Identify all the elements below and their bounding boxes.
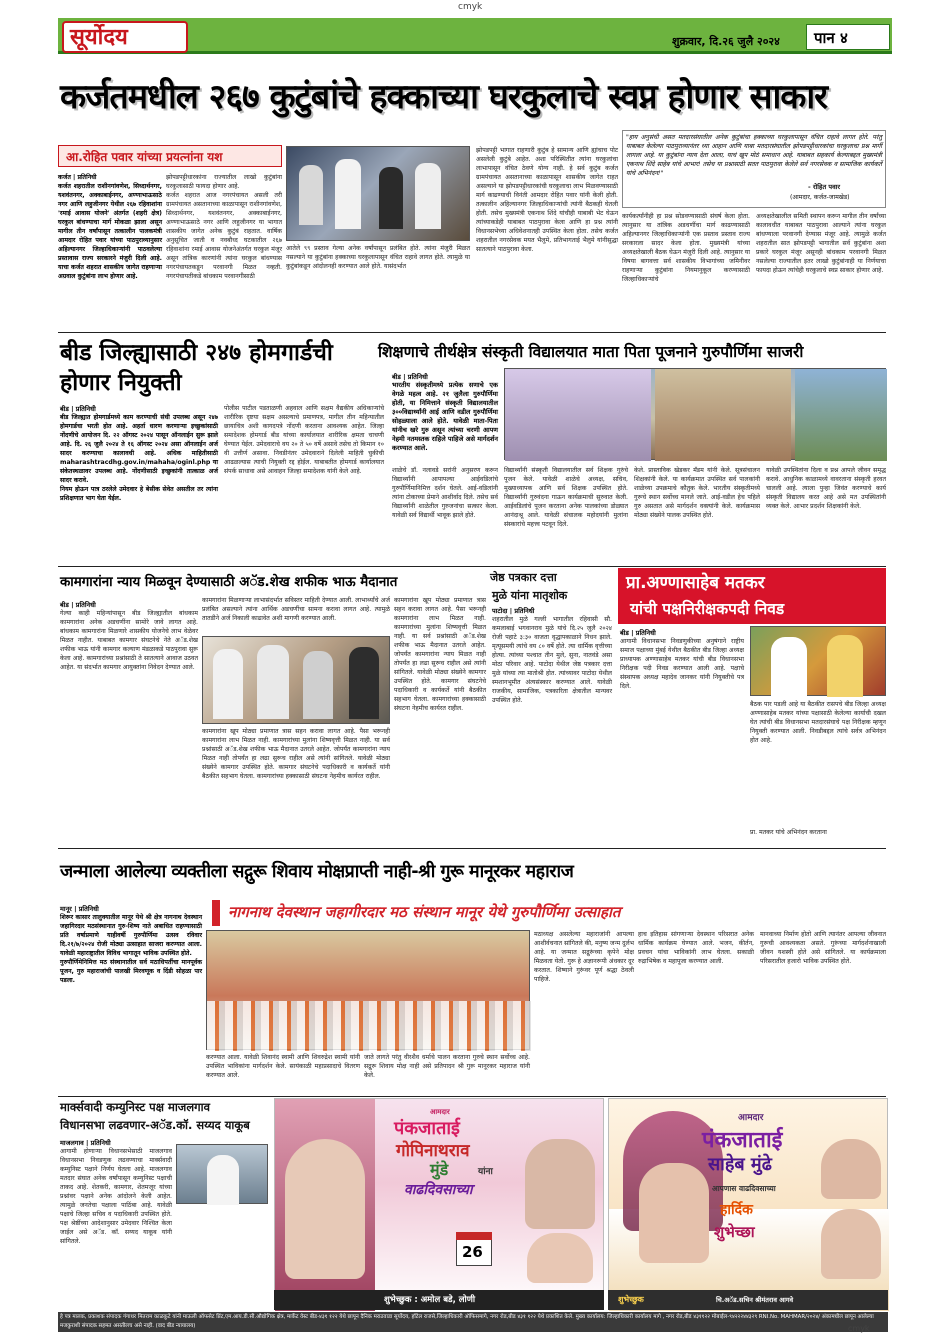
lead-col1: कर्जत | प्रतिनिधी कर्जत शहरातील राशीनगांवणेश, सिध्दार्थनगर, यशवंतनगर, अक्काबाईनगर, अण्णाभाऊसाठे नगर आणि लहुजीनगर येथील २६७ रहिवाशांना 'रमाई आवास योजने' अंतर्गत (शहरी क्षेत्र) घरकुल बांधण्याचा मार्ग मोकळा झाला असून मागील तीन वर्षांपासून तत्कालीन पालकमंत्री आमदार रोहित पवार यांच्या पाठपुराव्यानुसार अहिल्यानगर जिल्हाधिकाऱ्यांनी पाठवलेल्या प्रस्तावास राज्य सरकारने मंजुरी दिली आहे. याचा कर्जत शहरात शासकीय जागेत राहणाऱ्या अग्रवाल कुटुंबांना लाभ होणार आहे. — [58, 174, 162, 280]
mcp-headline-2: विधानसभा लढवणार-अॅड.कॉ. सय्यद याकूब — [60, 1118, 250, 1132]
ad2-wish2: हार्दिक — [720, 1202, 753, 1218]
mcp-headline-1: मार्क्सवादी कम्युनिस्ट पक्ष माजलगाव — [60, 1100, 210, 1114]
lead-quote: "हाय अनुसंधी असत मतदारसंघातील अनेक कुटुंबांचा हक्काच्या घरकुलापासून वंचित राहावे लागत होते. परंतु याबाबत केलेल्या पाठपुराव्यानंतर ध्या आहान आणि याबा मतदारसंघातील झोपडपट्टीधारकांचा घरकुलाचा प्रश्न मार्गी लागला आहे. या कुटुंबांना न्याय देता आला, याचं खूप मोठं समाधान आहे. याबाबत सहकार्य केल्याबद्दल मुख्यमंत्री एकनाथ शिंदे साहेब यांचे आभार! तसेच या प्रश्नासाठी सतत पाठपुरावा केलेले सर्व नगरसेवक व सामाजिक कार्यकर्ते यांचे अभिनंदन!" — [626, 134, 884, 177]
lead-photo-caption: आतेले ९९ प्रस्ताव गेल्या अनेक वर्षांपासून प्रलंबित होते. त्यांना मंजुरी मिळत नसल्याने या कुटुंबांना हक्काच्या घरकुलापासून वंचित राहावे लागत होते. त्यामुळे या कुटुंबांकडून आंदोलनही करण्यात आले होते. यासंदर्भात — [286, 245, 472, 270]
kamgar-photo — [202, 636, 390, 724]
manur-col4: मठाध्यक्ष असलेल्या महाराजांनी आपल्या आशीर्वचनात सांगितले की, मनुष्य जन्म दुर्लभ आहे. या जन्मात सद्गुरूंच्या कृपेने मोक्ष मिळवता येतो. गुरू हे अज्ञानरूपी अंधकार दूर करतात. शिष्याने गुरूंवर पूर्ण श्रद्धा ठेवली पाहिजे. — [534, 931, 636, 983]
matkar-photo — [750, 626, 886, 696]
shikshan-photo — [504, 368, 886, 460]
mcp-body: आगामी होणाऱ्या विधानसभेसाठी माजलगाव विधानसभा निवडणुक लढवण्याचा मार्क्सवादी कम्युनिस्ट पक्षाने निर्णय घेतला आहे. माजलगाव मतदार संघात अनेक वर्षांपासून कम्युनिस्ट पक्षाची ताकद आहे. शेतकरी, कामगार, शेतमजूर यांच्या प्रश्नांवर पक्षाने अनेक आंदोलने केली आहेत. त्यामुळे जनतेचा पक्षाला पाठिंबा आहे. यावेळी पक्षाचे जिल्हा सचिव व पदाधिकारी उपस्थित होते. पक्ष श्रेष्ठींच्या आदेशानुसार उमेदवार निश्चित केला जाईल असे अॅड. कॉ. सय्यद याकूब यांनी सांगितले. — [60, 1148, 174, 1245]
kamgar-col2: कामगारांना मिळणाऱ्या लाभासंदर्भात सविस्तर माहिती देण्यात आली. लाभार्थ्यांचे अर्ज प्रलंबित असल्याने त्यांना आर्थिक अडचणींचा सामना करावा लागत आहे. त्यामुळे तातडीने अर्ज निकाली काढावेत अशी मागणी करण्यात आली. — [202, 597, 392, 622]
shikshan-col2: विद्यार्थ्यांनी संस्कृती विद्यालयातील सर्व शिक्षक गुरुंचे पूजन केले. यावेळी शाळेचे अध्यक्ष, सचिव, मुख्याध्यापक आणि सर्व शिक्षक उपस्थित होते. विद्यार्थ्यांनी गुरुवंदना गाऊन कार्यक्रमाची सुरुवात केली. आईवडिलांचे पूजन करताना अनेक पालकांच्या डोळ्यात आनंदाश्रू आले. यावेळी संचालक महोदयांनी मुलांना संस्कारांचे महत्त्व पटवून दिले. — [504, 467, 630, 528]
ad1-name3: मुंडे — [430, 1160, 449, 1179]
mcp-photo — [176, 1144, 268, 1204]
manur-headline: जन्माला आलेल्या व्यक्तीला सद्गुरू शिवाय मोक्षप्राप्ती नाही-श्री गुरू मानूरकर महाराज — [60, 861, 574, 882]
ad1-wish: वाढदिवसाच्या — [404, 1182, 473, 1198]
divider-2 — [58, 566, 886, 567]
manur-col2: करण्यात आला. यावेळी शिवानंद स्वामी आणि शिवरुद्रेश स्वामी यांनी उपस्थित भाविकांना मार्गदर्शन केले. सायंकाळी महाप्रसादाचे वितरण करण्यात आले. — [206, 1054, 362, 1079]
manur-col3: जाते लागते परंतु वीरशैव धर्माचे पालन करताना गुरुचे स्थान सर्वोच्च आहे. सद्गुरू शिवाय मोक्ष नाही असे प्रतिपादन श्री गुरू मानूरकर महाराज यांनी केले. — [364, 1054, 532, 1079]
ad2-footer-label: शुभेच्छुक — [618, 1295, 644, 1304]
ad1-date: 26 — [462, 1243, 483, 1261]
kamgar-col1: गेल्या काही महिन्यांपासून बीड जिल्ह्यातील बांधकाम कामगारांना अनेक अडचणींना सामोरे जावे लागत आहे. बांधकाम कामगारांना मिळणारे शासकीय योजनेचे लाभ वेळेवर मिळत नाहीत. याबाबत कामगार संघटनेचे नेते अॅड.शेख शफीक भाऊ यांनी कामगार कल्याण मंडळाकडे पाठपुरावा सुरू केला आहे. कामगारांच्या प्रश्नांसाठी ते सातत्याने आवाज उठवत आहेत. या संदर्भात कामगार आयुक्तांना निवेदन देण्यात आले. — [60, 610, 200, 671]
manur-banner: नागनाथ देवस्थान जहागीरदार मठ संस्थान मानूर येथे गुरुपौर्णिमा उत्साहात — [228, 903, 621, 921]
homeguard-col2: पोलीस पाटील पडताळणी अहवाल आणि सक्षम वैद्यकीय अधिकाऱ्यांचे शारीरिक दृष्टया सक्षम असल्याचे प्रमाणपत्र, मागील तीन महिन्यातील छायाचित्र अशी कागदपत्रे नोंदणी करताना आवश्यक आहेत. जिल्हा समादेशक होमगार्ड बीड यांच्या कार्यालयात शारीरिक क्षमता चाचणी घेण्यात येईल. उमेदवाराचे वय २० ते ५० वर्षे असावे तसेच तो किमान १० वी उत्तीर्ण असावा. निवडीनंतर उमेदवाराने दिलेली माहिती चुकीची आढळल्यास त्याची नियुक्ती रद्द होईल. याबाबतीत होमगार्ड कार्यालयात संपर्क साधावा असे आवाहन जिल्हा समादेशक यांनी केले आहे. — [224, 405, 386, 475]
ad2-wish: आपणास वाढदिवसाच्या — [712, 1184, 776, 1193]
lead-col5: अध्यक्षतेखालील समिती स्थापन करून मागील तीन वर्षांच्या कालावधीत याबाबत पाठपुरावा आल्याने त्यांना घरकुल बांधण्याला परवानगी देण्यास मंजूर आहे. त्यामुळे कर्जत शहरातील सात झोपडपट्टी भागातील सर्व कुटुंबांना अशा प्रकारे घरकुल मंजूर असूनही बांधकाम परवानगी मिळत नसलेल्या राज्यातील इतर लाखो कुटुंबांनाही या निर्णयाचा फायदा होऊन त्यांचेही घरकुलाचे स्वप्न साकार होणार आहे. — [756, 213, 888, 274]
lead-col4: कार्यकर्त्यांनीही हा प्रश्न सोडवण्यासाठी संघर्ष केला होता. त्यानुसार या तांत्रिक अडचणींचा मार्ग काढण्यासाठी अहिल्यानगर जिल्हाधिकाऱ्यांनी एक प्रस्ताव प्रस्ताव राज्य सरकारला सादर केला होता. मुख्यमंत्री यांच्या अध्यक्षतेखाली बैठक घेऊन मंजुरी दिली आहे. त्यानुसार या विषया बागवत्ता सर्व शासकीय विभागांच्या जमिनीवर राहणाऱ्या कुटुंबांना नियमानुकूल करण्यासाठी जिल्हाधिकाऱ्यांचे — [622, 213, 752, 283]
kamgar-headline: कामगारांना न्याय मिळवून देण्यासाठी अॅड.शेख शफीक भाऊ मैदानात — [60, 575, 398, 590]
masthead-title: सूर्योदय — [70, 24, 128, 50]
ad1-name2: गोपिनाथराव — [396, 1141, 470, 1161]
ad2-name2: साहेब मुंढे — [708, 1154, 772, 1175]
lead-col2: झोपडपट्टीधारकांना राज्यातील लाखो कुटुंबांना घरकुलासाठी फायदा होणार आहे. कर्जत शहरात आज नगरपंचायत असली तरी ग्रामपंचायत असतानाच्या काळापासून राशीनगांवणेश, सिध्दार्थनगर, यशवंतनगर, अक्काबाईनगर, अण्णाभाऊसाठे नगर आणि लहुजीनगर या भागात शासकीय जागेत अनेक कुटुंबं राहतात. वार्षिक अनुसूचित जाती व नवबौध्द घटकातील २६७ रहिवाशांना रमाई आवास योजनेअंतर्गत घरकुल मंजूर असून तांत्रिक कारणांनी त्यांना घरकुल बांधण्यास नगरपंचायतकडून परवानगी मिळत नव्हती. नगरपंचायतीकडे बांधकाम परवानगीसाठी — [166, 174, 282, 280]
ad2-top: आमदार — [738, 1113, 764, 1123]
jesht-byline: पाटोदा | प्रतिनिधी — [492, 607, 535, 615]
mcp-byline: माजलगाव | प्रतिनिधी — [60, 1139, 111, 1147]
matkar-headline-1: प्रा.अण्णासाहेब मतकर — [626, 573, 765, 593]
matkar-photo-caption: प्रा. मतकर यांचे अभिनंदन करताना — [750, 829, 827, 836]
ad1-sub: यांना — [478, 1167, 493, 1177]
shikshan-col1: शाळेचे डॉ. नलावडे सरांनी अनुसरण करून विद्यार्थ्यांनी आपापल्या आईवडिलांचे गुरुपौर्णिमानिमित्त दर्शन घेतले. आई-वडिलांनी त्यांना टोकाच्या प्रेमाने आशीर्वाद दिले. तसेच सर्व विद्यार्थ्यांनी शाळेतील गुरुजनांचा सत्कार केला. यावेळी सर्व विद्यार्थी भावूक झाले होते. — [392, 467, 500, 519]
ad2-wish3: शुभेच्छा — [714, 1223, 755, 1241]
cmyk-marker-bottom: cmyk — [848, 1324, 870, 1333]
cmyk-marker-top: cmyk — [458, 2, 483, 12]
shikshan-headline: शिक्षणाचे तीर्थक्षेत्र संस्कृती विद्यालयात माता पिता पूजनाने गुरुपौर्णिमा साजरी — [378, 343, 804, 361]
kamgar-byline: बीड | प्रतिनिधी — [60, 601, 96, 609]
mcp-body-cont — [176, 1207, 268, 1307]
lead-quote-role: (आमदार, कर्जत-जामखेड) — [790, 194, 850, 201]
kamgar-col2b: कामगारांना खूप मोठ्या प्रमाणात त्रास सहन करावा लागत आहे. पैसा भरूनही कामगारांना लाभ मिळत नाही. कामगारांच्या मुलांना शिष्यवृत्ती मिळत नाही. या सर्व प्रश्नांसाठी अॅड.शेख शफीक भाऊ मैदानात उतरले आहेत. जोपर्यंत कामगारांना न्याय मिळत नाही तोपर्यंत हा लढा सुरूच राहील असे त्यांनी सांगितले. यावेळी मोठ्या संख्येने कामगार उपस्थित होते. कामगार संघटनेचे पदाधिकारी व कार्यकर्ते यांनी बैठकीत सहभाग घेतला. कामगारांच्या हक्कासाठी संघटना नेहमीच कार्यरत राहील. — [202, 728, 392, 780]
homeguard-headline: बीड जिल्ह्यासाठी २४७ होमगार्डची होणार नियुक्ती — [60, 340, 333, 396]
imprint: हे पत्र मालक, प्रकाशक संपादक गंगाधर मितराम काळकुटे यांनी माऊली ऑफसेट प्रिंट,एम.आय.डी.सी.औद्योगिक क्षेत्र, मार्केट वेस्ट बीड-४३१ १२२ येथे छापून दैनिक मराठवाडा सूर्योदय, हॉटेल राजसे,जिल्हाधिकारी ऑफिसमागे, नगर रोड,बीड ४३१ १२२ येथे प्रकाशित केले. मुख्य कार्यालय: जिल्हाधिकारी कार्यालय मागे , नगर रोड,बीड ४३११२२ मोबाईल-९४२२२४४३२९ RNI.No. MAHMAR/२०२४/ अंकामधील छापून आलेल्या मजकुराशी संपादक सहमत असतीलच असे नाही. (वाद बीड न्यायालय) — [60, 1314, 874, 1329]
matkar-col1: आगामी विधानसभा निवडणुकीच्या अनुषंगाने राष्ट्रीय समाज पक्षाच्या मुंबई येथील बैठकीत बीड जिल्हा अध्यक्ष प्राध्यापक अण्णासाहेब मतकर यांची बीड विधानसभा निरीक्षक पदी निवड करण्यात आली आहे. पक्षाचे संस्थापक अध्यक्ष महादेव जानकर यांनी नियुक्तीचे पत्र दिले. — [620, 638, 746, 690]
shikshan-lead: भारतीय संस्कृतीमध्ये प्रत्येक सणाचे एक वेगळे महत्व आहे. २१ जुलैला गुरुपौर्णिमा होती, या निमित्ताने संस्कृती विद्यालयातील ३००विद्यार्थ्यांनी आई आणि वडील गुरुपौर्णिमा सोहळ्याला आले होते. यावेळी माता-पिता यांनीच खरे गुरु असून त्यांच्या चरणी आपण नेहमी नतमस्तक राहिले पाहिजे असे मार्गदर्शन करण्यात आले. — [392, 381, 501, 452]
ad1-top: आमदार — [430, 1108, 450, 1116]
divider-3 — [58, 848, 886, 849]
homeguard-col1: बीड जिल्ह्यात होमगार्डमध्ये काम करण्याची संधी उपलब्ध असून २४७ होमगार्डचा भरती होत आहे. अहर्ता धारण करणाऱ्या इच्छुकांसाठी नोंदणीचे आयोजन दि. २२ ऑगस्ट २०२४ पासून ऑनलाईन सुरू झाले आहे. दि. २६ जुलै २०२४ ते १६ ऑगस्ट २०२४ असा ऑनलाईन अर्ज सादर करण्याचा कालावधी आहे. अधिक माहितीसाठी maharashtracdhg.gov.in/mahaha/oginl.php या संकेतस्थळावर उपलब्ध आहे. नोंदणीसाठी इच्छुकांनी तात्काळ अर्ज सादर करावे. नियम होऊन पात्र ठरलेले उमेदवार हे बेसीक सेवेत असतील तर त्यांना प्रशिक्षणात भाग घेता येईल. — [60, 414, 218, 502]
divider-1 — [58, 332, 886, 333]
matkar-headline-2: यांची पक्षनिरीक्षकपदी निवड — [630, 600, 785, 618]
ad2-footer: चि.अॅड.सचिन श्रीमंतराव आगवे — [716, 1296, 794, 1304]
jesht-headline-2: मुळे यांना मातृशोक — [492, 589, 568, 602]
manur-col5: हाच इतिहास सांगणाऱ्या देवस्थान परिसरात अनेक धार्मिक कार्यक्रम घेण्यात आले. भजन, कीर्तन, प्रवचन यांचा भाविकांनी लाभ घेतला. सकाळी रुद्राभिषेक व महापूजा करण्यात आली. — [638, 931, 756, 965]
shikshan-col3: केले. प्रास्ताविक खेडकर मॅडम यांनी केले. सूत्रसंचालन शिक्षकांनी केले. या कार्यक्रमात उपस्थित सर्व पालकांनी शाळेच्या उपक्रमाचे कौतुक केले. भारतीय संस्कृतीमध्ये गुरूचे स्थान सर्वोच्च मानले जाते. आई-वडील हेच पहिले गुरु असतात असे मार्गदर्शन वक्त्यांनी केले. कार्यक्रमास मोठ्या संख्येने पालक उपस्थित होते. — [634, 467, 762, 519]
ad1-calendar-bar — [456, 1232, 492, 1240]
lead-photo — [286, 146, 470, 241]
ad1-footer: शुभेच्छुक : अमोल बडे, लोणी — [384, 1295, 476, 1305]
kamgar-col3: कामगारांना खूप मोठ्या प्रमाणात त्रास सहन करावा लागत आहे. पैसा भरूनही कामगारांना लाभ मिळत नाही. कामगारांच्या मुलांना शिष्यवृत्ती मिळत नाही. या सर्व प्रश्नांसाठी अॅड.शेख शफीक भाऊ मैदानात उतरले आहेत. जोपर्यंत कामगारांना न्याय मिळत नाही तोपर्यंत हा लढा सुरूच राहील असे त्यांनी सांगितले. यावेळी मोठ्या संख्येने कामगार उपस्थित होते. कामगार संघटनेचे पदाधिकारी व कार्यकर्ते यांनी बैठकीत सहभाग घेतला. कामगारांच्या हक्कासाठी संघटना नेहमीच कार्यरत राहील. — [394, 597, 488, 712]
dateline: शुक्रवार, दि.२६ जुलै २०२४ — [672, 35, 780, 48]
shikshan-col4: यावेळी उपस्थितांना दिला व प्रश्न आपले जीवन समृद्ध करावे. आधुनिक काळामध्ये वावरताना संस्कृती हरवत चालली आहे. त्याला पुन्हा जिवंत करण्याचे कार्य संस्कृती विद्यालय करत आहे असे मत उपस्थितांनी व्यक्त केले. आभार प्रदर्शन शिक्षकांनी केले. — [766, 467, 888, 510]
lead-kicker: आ.रोहित पवार यांच्या प्रयत्नांना यश — [66, 150, 223, 164]
divider-4 — [58, 1096, 886, 1097]
page-label: पान ४ — [814, 29, 848, 47]
lead-col3: झोपडपट्टी भागात राहणारी कुटुंब हे सामान्य आणि ह्यांचाच पोट असलेली कुटुंबे आहेत. अशा परिस्थितीत त्यांना घरकुलांचा लाभापासून वंचित ठेवणे योग्य नाही. हे सर्व कुटुंब कर्जत ग्रामपंचायत असतानाच्या काळापासून शासकीय जागेत राहत असल्याने या झोपडपट्टीधारकांची घरकुलाचा लाभ मिळवण्यासाठी मार्ग काढण्याची विनंती आमदार रोहित पवार यांनी केली होती. तत्कालीन अहिल्यानगर जिल्हाधिकाऱ्यांची त्यांनी बैठकही घेतली होती. तसेच मुख्यमंत्री एकनाथ शिंदे यांचीही याबाबी भेट घेऊन त्यांच्याकडेही याबाबत पाठपुरावा केला आणि हा प्रश्न त्यांनी विधानसभेच्या अधिवेशनातही उपस्थित केला होता. तसेच कर्जत शहरातील नगरसेवक मयत भैलुमे, प्रतिभागताई भैलुमे यांनीसुद्धा सातत्याने पाठपुरावा केला. — [476, 147, 620, 253]
ad1-name1: पंकजाताई — [394, 1118, 460, 1139]
jesht-body: शहरातील मुळे गल्ली भागातील रहिवासी सौ. कमलाबाई भगवानराव मुळे यांचे दि.२५ जुलै २०२४ रोजी पहाटे ३:३० वाजता वृद्धापकाळाने निधन झाले. मृत्यूसमयी त्यांचे वय ८० वर्षे होते. त्या धार्मिक वृत्तीच्या होत्या. त्यांच्या पश्चात तीन मुले, सुना, नातवंडे असा मोठा परिवार आहे. पाटोदा येथील जेष्ठ पत्रकार दत्ता मुळे यांच्या त्या मातोश्री होत. त्यांच्यावर पाटोदा येथील स्मशानभूमीत अंत्यसंस्कार करण्यात आले. यावेळी राजकीय, सामाजिक, पत्रकारिता क्षेत्रातील मान्यवर उपस्थित होते. — [492, 616, 614, 704]
manur-col6: मानवाच्या निर्माण होतो आणि त्यानंतर आपल्या जीवनात गुरूची आवश्यकता असते. गुरूंच्या मार्गदर्शनाखाली जीवन यशस्वी होते असे सांगितले. या कार्यक्रमाला परिसरातील हजारो भाविक उपस्थित होते. — [760, 931, 888, 965]
manur-col1: शिरूर कासार तालुक्यातील मानूर येथे श्री क्षेत्र नागनाथ देवस्थान जहागिरदार मठसंस्थानात गुरु-शिष्य नाते अबाधित राहण्यासाठी प्रति वर्षाप्रमाणे याहीवर्षी गुरुपौर्णिमा उत्सव रविवार दि.२१/७/२०२४ रोजी मोठ्या उत्साहात साजरा करण्यात आला. यावेळी महाराष्ट्रातील विविध भागातून भाविक उपस्थित होते. गुरुपौर्णिमेनिमित्त मठ संस्थानातील सर्व मठाधिपतींचा मानपूर्वक पूजन, गुरु महाराजांची पालखी मिरवणूक व दिंडी सोहळा पार पडला. — [60, 914, 202, 984]
lead-quote-author: - रोहित पवार — [808, 183, 841, 191]
lead-headline: कर्जतमधील २६७ कुटुंबांचे हक्काच्या घरकुलाचे स्वप्न होणार साकार — [60, 77, 828, 117]
shikshan-byline: बीड | प्रतिनिधी — [392, 373, 428, 381]
homeguard-byline: बीड | प्रतिनिधी — [60, 405, 96, 413]
ad2-name1: पंकजाताई — [702, 1128, 783, 1153]
manur-photo — [206, 930, 530, 1050]
manur-byline: मानूर | प्रतिनिधी — [60, 905, 99, 913]
jesht-headline-1: जेष्ठ पत्रकार दत्ता — [490, 571, 557, 584]
matkar-byline: बीड | प्रतिनिधी — [620, 629, 656, 637]
matkar-col2: बैठक पार पडली आहे या बैठकीत रासपचे बीड जिल्हा अध्यक्ष अण्णासाहेब मतकर यांच्या पक्षासाठी केलेल्या कार्याची दखल घेत त्यांची बीड विधानसभा मतदारसंघाचे पक्ष निरीक्षक म्हणून नियुक्ती करण्यात आली. निवडीबद्दल त्यांचे सर्वत्र अभिनंदन होत आहे. — [750, 701, 888, 744]
